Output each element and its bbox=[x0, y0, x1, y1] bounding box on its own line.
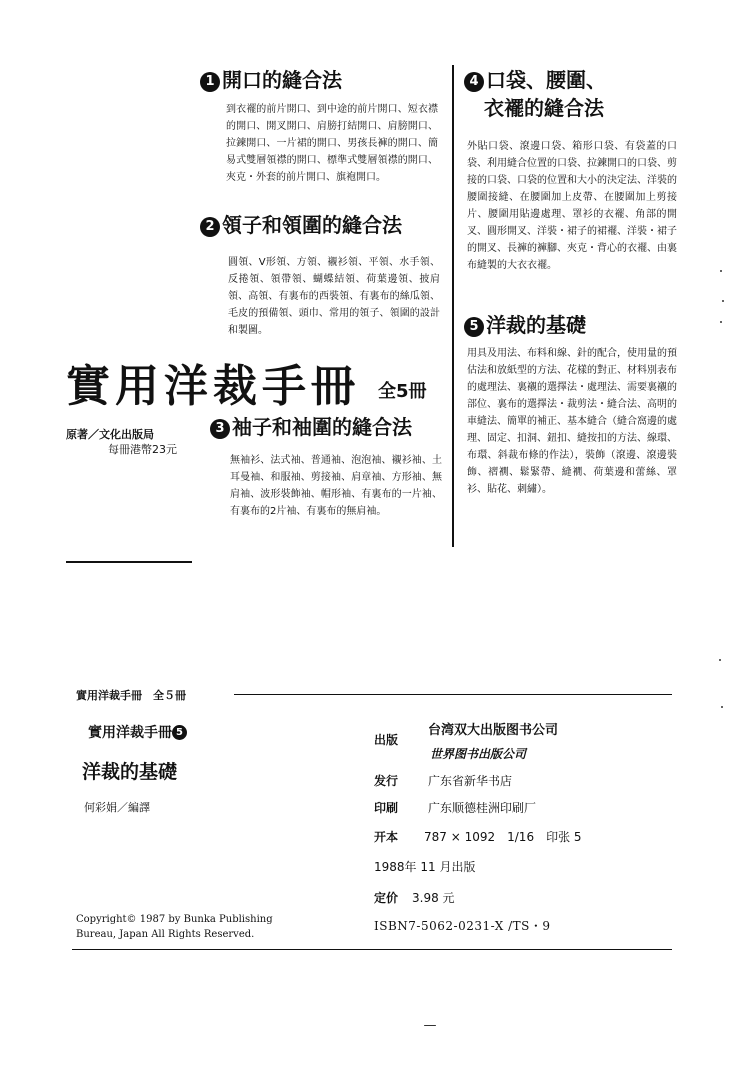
section-5-title-text: 洋裁的基礎 bbox=[486, 313, 586, 337]
section-2-title bbox=[200, 213, 402, 237]
scan-speck bbox=[722, 300, 724, 302]
colophon-series-line: 實用洋裁手冊 全５冊 bbox=[76, 689, 186, 702]
section-4-title-line1 bbox=[464, 68, 606, 92]
section-4-body: 外貼口袋、滾邊口袋、箱形口袋、有袋蓋的口袋、利用縫合位置的口袋、拉鍊開口的口袋、剪接的口袋、口袋的位置和大小的決定法、洋裝的腰圍接縫、在腰圍加上皮帶、在腰圍加上剪接片、腰圍用貼邊處理、罩衫的衣襬、角部的開叉、圓形開叉、洋裝・裙子的裙襬、洋裝・裙子的開叉、長褲的褲腳、夾克・背心的衣襬、由裏布縫製的大衣衣襬。 bbox=[467, 141, 677, 271]
ad-price: 每冊港幣23元 bbox=[108, 443, 177, 456]
section-1-title-text: 開口的縫合法 bbox=[222, 68, 342, 92]
ad-author: 原著／文化出版局 bbox=[66, 428, 154, 441]
section-3-title bbox=[210, 415, 412, 439]
ad-title: 實用洋裁手冊 bbox=[66, 361, 360, 412]
ad-bottom-rule bbox=[66, 561, 192, 563]
copyright-line-2: Bureau, Japan All Rights Reserved. bbox=[76, 929, 255, 940]
colophon-top-rule bbox=[234, 694, 672, 695]
section-4-title-text1: 口袋、腰圍、 bbox=[486, 68, 606, 92]
section-5-title bbox=[464, 313, 586, 337]
publisher-1: 台湾双大出版图书公司 bbox=[428, 723, 559, 738]
number-badge-1: 1 bbox=[200, 72, 220, 92]
scan-speck bbox=[720, 321, 722, 323]
publish-label: 出版 bbox=[374, 733, 399, 747]
copyright-line-1: Copyright© 1987 by Bunka Publishing bbox=[76, 914, 273, 925]
printer: 广东顺德桂洲印刷厂 bbox=[428, 801, 537, 815]
scan-speck bbox=[719, 659, 721, 661]
section-4-title-line2: 衣襬的縫合法 bbox=[484, 96, 604, 120]
colophon-copyright bbox=[76, 912, 273, 942]
price-value: 3.98 元 bbox=[412, 891, 455, 905]
colophon-bottom-rule bbox=[72, 949, 672, 950]
number-badge-2: 2 bbox=[200, 217, 220, 237]
distributor: 广东省新华书店 bbox=[428, 774, 513, 788]
format-value: 787 × 1092 1/16 印张 5 bbox=[424, 830, 582, 844]
print-label: 印刷 bbox=[374, 801, 399, 815]
scan-speck bbox=[720, 270, 722, 272]
publisher-2: 世界图书出版公司 bbox=[430, 747, 527, 761]
colophon-book-title: 洋裁的基礎 bbox=[82, 761, 178, 783]
format-label: 开本 bbox=[374, 830, 399, 844]
section-3-body: 無袖衫、法式袖、普通袖、泡泡袖、襯衫袖、土耳曼袖、和服袖、剪接袖、肩章袖、方形袖、無肩袖、波形裝飾袖、帽形袖、有裏布的一片袖、有裏布的2片袖、有裏布的無肩袖。 bbox=[230, 455, 442, 517]
colophon-translator: 何彩娟／編譯 bbox=[84, 801, 150, 814]
number-badge-5: 5 bbox=[464, 317, 484, 337]
price-label: 定价 bbox=[374, 891, 399, 905]
edition: 1988年 11 月出版 bbox=[374, 860, 476, 874]
section-1-body: 到衣襬的前片開口、到中途的前片開口、短衣襟的開口、開叉開口、肩膀打結開口、肩膀開口、拉鍊開口、一片裙的開口、男孩長褲的開口、簡易式雙層領襟的開口、標準式雙層領襟的開口、夾克・外套的前片開口、旗袍開口。 bbox=[226, 104, 438, 183]
column-divider bbox=[452, 65, 454, 547]
number-badge-3: 3 bbox=[210, 419, 230, 439]
scan-speck bbox=[424, 1025, 436, 1026]
isbn: ISBN7-5062-0231-X /TS・9 bbox=[374, 919, 551, 933]
distrib-label: 发行 bbox=[374, 774, 399, 788]
section-5-body: 用具及用法、布料和線、針的配合，使用量的預估法和放紙型的方法、花樣的對正、材料別表布的處理法、裏襯的選擇法・處理法、需要裏襯的部位、裏布的選擇法・裁剪法・縫合法、高明的車縫法、簡單的補正、基本縫合（縫合窩邊的處理、固定、扣洞、鈕扣、縫按扣的方法、線環、布環、斜裁布條的作法），裝飾（滾邊、滾邊裝飾、褶襉、鬆緊帶、縫襉、荷葉邊和蕾絲、罩衫、貼花、刺繡）。 bbox=[467, 348, 677, 495]
colophon-series-name: 實用洋裁手冊 bbox=[88, 725, 172, 741]
section-3-title-text: 袖子和袖圍的縫合法 bbox=[232, 415, 412, 439]
number-badge-4: 4 bbox=[464, 72, 484, 92]
section-1-title bbox=[200, 68, 342, 92]
section-2-title-text: 領子和領圍的縫合法 bbox=[222, 213, 402, 237]
section-2-body: 圓領、V形領、方領、襯衫領、平領、水手領、反捲領、領帶領、蝴蝶結領、荷葉邊領、披肩領、高領、有裏布的西裝領、有裏布的絲瓜領、毛皮的預備領、頭巾、常用的領子、領圍的設計和製圖。 bbox=[228, 257, 440, 336]
ad-set-count: 全5冊 bbox=[378, 381, 427, 402]
colophon-book-series bbox=[88, 722, 189, 742]
colophon-vol-badge: 5 bbox=[172, 725, 187, 740]
scan-speck bbox=[721, 706, 723, 708]
